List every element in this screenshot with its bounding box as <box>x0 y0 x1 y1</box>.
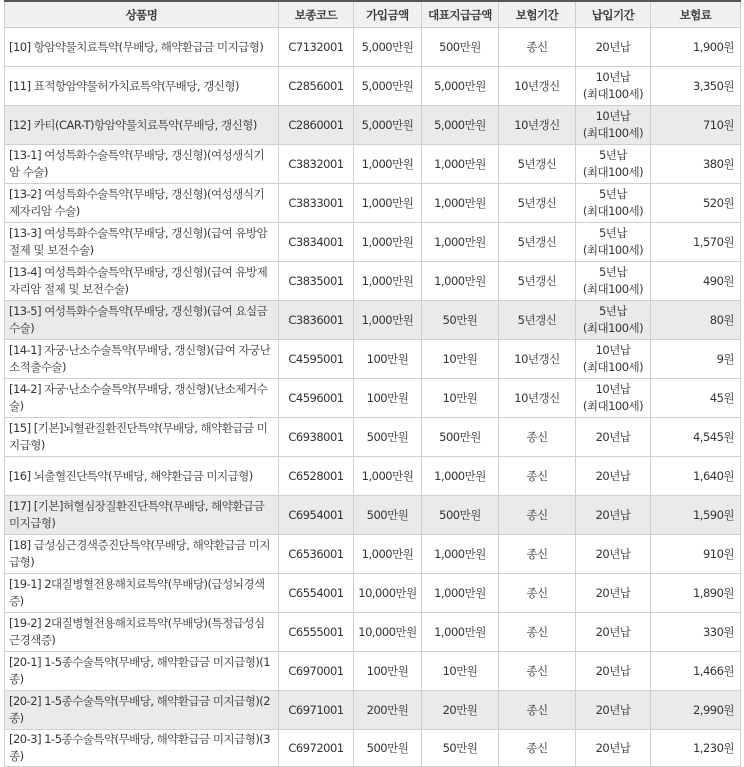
pay-period-cell <box>576 340 651 379</box>
term-cell: 종신 <box>499 496 576 535</box>
code-cell: C3832001 <box>279 145 354 184</box>
payout-cell: 500만원 <box>422 28 499 67</box>
pay-period-max-age: (최대100세) <box>582 87 644 101</box>
product-name-cell: [13-3] 여성특화수술특약(무배당, 갱신형)(급여 유방암 절제 및 보전수술) <box>5 223 279 262</box>
premium-cell: 4,545원 <box>651 418 741 457</box>
premium-cell: 490원 <box>651 262 741 301</box>
pay-period-line: 20년납 <box>595 740 631 755</box>
pay-period-line: 5년납 <box>598 304 628 318</box>
pay-period-cell <box>576 301 651 340</box>
pay-period-line: 10년납 <box>595 70 631 84</box>
product-name-cell: [17] [기본]허혈심장질환진단특약(무배당, 해약환급금 미지급형) <box>5 496 279 535</box>
code-cell: C3836001 <box>279 301 354 340</box>
pay-period-cell <box>576 457 651 496</box>
amount-cell: 5,000만원 <box>354 28 422 67</box>
amount-cell: 1,000만원 <box>354 184 422 223</box>
pay-period-line: 5년납 <box>598 226 628 240</box>
payout-cell: 1,000만원 <box>422 535 499 574</box>
term-cell: 종신 <box>499 730 576 767</box>
pay-period-cell <box>576 574 651 613</box>
payout-cell: 10만원 <box>422 652 499 691</box>
code-cell: C6954001 <box>279 496 354 535</box>
pay-period-line: 20년납 <box>595 507 631 522</box>
pay-period-cell <box>576 262 651 301</box>
code-cell: C4595001 <box>279 340 354 379</box>
pay-period-cell <box>576 730 651 767</box>
payout-cell: 1,000만원 <box>422 574 499 613</box>
header-premium: 보험료 <box>651 1 741 28</box>
pay-period-cell <box>576 535 651 574</box>
payout-cell: 20만원 <box>422 691 499 730</box>
amount-cell: 1,000만원 <box>354 223 422 262</box>
table-row <box>5 28 741 67</box>
term-cell: 10년갱신 <box>499 340 576 379</box>
payout-cell: 1,000만원 <box>422 262 499 301</box>
product-name-cell: [16] 뇌출혈진단특약(무배당, 해약환급금 미지급형) <box>5 457 279 496</box>
pay-period-max-age: (최대100세) <box>582 360 644 374</box>
pay-period-cell <box>576 106 651 145</box>
amount-cell: 500만원 <box>354 496 422 535</box>
premium-cell: 9원 <box>651 340 741 379</box>
pay-period-line: 20년납 <box>595 624 631 639</box>
pay-period-line: 20년납 <box>595 546 631 561</box>
header-pay-period: 납입기간 <box>576 1 651 28</box>
term-cell: 10년갱신 <box>499 106 576 145</box>
payout-cell: 50만원 <box>422 730 499 767</box>
amount-cell: 10,000만원 <box>354 613 422 652</box>
pay-period-cell <box>576 28 651 67</box>
pay-period-max-age: (최대100세) <box>582 165 644 179</box>
term-cell: 종신 <box>499 613 576 652</box>
pay-period-line: 5년납 <box>598 148 628 162</box>
product-name-cell: [14-2] 자궁·난소수술특약(무배당, 갱신형)(난소제거수술) <box>5 379 279 418</box>
table-row <box>5 535 741 574</box>
table-row <box>5 457 741 496</box>
code-cell: C2860001 <box>279 106 354 145</box>
table-row <box>5 496 741 535</box>
pay-period-line: 20년납 <box>595 585 631 600</box>
term-cell: 종신 <box>499 535 576 574</box>
product-name-cell: [15] [기본]뇌혈관질환진단특약(무배당, 해약환급금 미지급형) <box>5 418 279 457</box>
term-cell: 종신 <box>499 418 576 457</box>
premium-cell: 3,350원 <box>651 67 741 106</box>
code-cell: C3833001 <box>279 184 354 223</box>
pay-period-line: 10년납 <box>595 382 631 396</box>
pay-period-cell <box>576 184 651 223</box>
payout-cell: 5,000만원 <box>422 106 499 145</box>
header-code: 보종코드 <box>279 1 354 28</box>
code-cell: C6528001 <box>279 457 354 496</box>
code-cell: C6970001 <box>279 652 354 691</box>
code-cell: C2856001 <box>279 67 354 106</box>
amount-cell: 10,000만원 <box>354 574 422 613</box>
amount-cell: 500만원 <box>354 730 422 767</box>
table-row <box>5 340 741 379</box>
payout-cell: 5,000만원 <box>422 67 499 106</box>
pay-period-cell <box>576 379 651 418</box>
pay-period-line: 10년납 <box>595 343 631 357</box>
term-cell: 5년갱신 <box>499 184 576 223</box>
premium-cell: 520원 <box>651 184 741 223</box>
payout-cell: 1,000만원 <box>422 457 499 496</box>
amount-cell: 1,000만원 <box>354 262 422 301</box>
product-name-cell: [13-4] 여성특화수술특약(무배당, 갱신형)(급여 유방제자리암 절제 및 보전수술) <box>5 262 279 301</box>
amount-cell: 1,000만원 <box>354 457 422 496</box>
code-cell: C3834001 <box>279 223 354 262</box>
payout-cell: 10만원 <box>422 379 499 418</box>
product-name-cell: [14-1] 자궁·난소수술특약(무배당, 갱신형)(급여 자궁난소적출수술) <box>5 340 279 379</box>
code-cell: C6536001 <box>279 535 354 574</box>
term-cell: 5년갱신 <box>499 262 576 301</box>
table-body <box>5 28 741 767</box>
term-cell: 종신 <box>499 574 576 613</box>
amount-cell: 1,000만원 <box>354 301 422 340</box>
product-name-cell: [18] 급성심근경색증진단특약(무배당, 해약환급금 미지급형) <box>5 535 279 574</box>
product-name-cell: [13-2] 여성특화수술특약(무배당, 갱신형)(여성생식기 제자리암 수술) <box>5 184 279 223</box>
premium-cell: 910원 <box>651 535 741 574</box>
product-name-cell: [20-3] 1-5종수술특약(무배당, 해약환급금 미지급형)(3종) <box>5 730 279 767</box>
amount-cell: 1,000만원 <box>354 145 422 184</box>
premium-cell: 1,590원 <box>651 496 741 535</box>
code-cell: C7132001 <box>279 28 354 67</box>
pay-period-line: 5년납 <box>598 187 628 201</box>
product-name-cell: [20-1] 1-5종수술특약(무배당, 해약환급금 미지급형)(1종) <box>5 652 279 691</box>
table-row <box>5 106 741 145</box>
premium-cell: 1,570원 <box>651 223 741 262</box>
pay-period-max-age: (최대100세) <box>582 399 644 413</box>
pay-period-cell <box>576 418 651 457</box>
premium-cell: 45원 <box>651 379 741 418</box>
pay-period-line: 20년납 <box>595 39 631 54</box>
code-cell: C6554001 <box>279 574 354 613</box>
product-name-cell: [20-2] 1-5종수술특약(무배당, 해약환급금 미지급형)(2종) <box>5 691 279 730</box>
pay-period-cell <box>576 496 651 535</box>
premium-cell: 80원 <box>651 301 741 340</box>
pay-period-line: 5년납 <box>598 265 628 279</box>
table-row <box>5 652 741 691</box>
table-row <box>5 184 741 223</box>
payout-cell: 500만원 <box>422 496 499 535</box>
payout-cell: 10만원 <box>422 340 499 379</box>
term-cell: 10년갱신 <box>499 67 576 106</box>
pay-period-max-age: (최대100세) <box>582 126 644 140</box>
table-row <box>5 262 741 301</box>
header-payout: 대표지급금액 <box>422 1 499 28</box>
term-cell: 종신 <box>499 652 576 691</box>
product-name-cell: [11] 표적항암약물허가치료특약(무배당, 갱신형) <box>5 67 279 106</box>
payout-cell: 50만원 <box>422 301 499 340</box>
pay-period-line: 20년납 <box>595 663 631 678</box>
code-cell: C6938001 <box>279 418 354 457</box>
table-row <box>5 574 741 613</box>
term-cell: 10년갱신 <box>499 379 576 418</box>
table-row <box>5 730 741 767</box>
term-cell: 종신 <box>499 457 576 496</box>
product-name-cell: [13-1] 여성특화수술특약(무배당, 갱신형)(여성생식기암 수술) <box>5 145 279 184</box>
pay-period-line: 20년납 <box>595 429 631 444</box>
table-row <box>5 301 741 340</box>
table-row <box>5 418 741 457</box>
term-cell: 종신 <box>499 28 576 67</box>
term-cell: 5년갱신 <box>499 301 576 340</box>
pay-period-cell <box>576 691 651 730</box>
premium-cell: 710원 <box>651 106 741 145</box>
premium-cell: 2,990원 <box>651 691 741 730</box>
pay-period-max-age: (최대100세) <box>582 204 644 218</box>
payout-cell: 500만원 <box>422 418 499 457</box>
product-name-cell: [13-5] 여성특화수술특약(무배당, 갱신형)(급여 요실금 수술) <box>5 301 279 340</box>
pay-period-max-age: (최대100세) <box>582 321 644 335</box>
payout-cell: 1,000만원 <box>422 145 499 184</box>
pay-period-cell <box>576 613 651 652</box>
payout-cell: 1,000만원 <box>422 223 499 262</box>
code-cell: C3835001 <box>279 262 354 301</box>
premium-cell: 1,466원 <box>651 652 741 691</box>
pay-period-cell <box>576 223 651 262</box>
table-row <box>5 67 741 106</box>
amount-cell: 100만원 <box>354 379 422 418</box>
product-name-cell: [19-2] 2대질병혈전용해치료특약(무배당)(특정급성심근경색증) <box>5 613 279 652</box>
pay-period-cell <box>576 145 651 184</box>
amount-cell: 1,000만원 <box>354 535 422 574</box>
payout-cell: 1,000만원 <box>422 184 499 223</box>
premium-cell: 1,230원 <box>651 730 741 767</box>
amount-cell: 500만원 <box>354 418 422 457</box>
amount-cell: 100만원 <box>354 340 422 379</box>
product-name-cell: [19-1] 2대질병혈전용해치료특약(무배당)(급성뇌경색증) <box>5 574 279 613</box>
code-cell: C6971001 <box>279 691 354 730</box>
code-cell: C6972001 <box>279 730 354 767</box>
table-row <box>5 613 741 652</box>
table-header-row <box>5 1 741 28</box>
premium-table <box>4 0 741 767</box>
pay-period-cell <box>576 67 651 106</box>
term-cell: 종신 <box>499 691 576 730</box>
pay-period-line: 20년납 <box>595 702 631 717</box>
pay-period-max-age: (최대100세) <box>582 243 644 257</box>
premium-cell: 1,640원 <box>651 457 741 496</box>
payout-cell: 1,000만원 <box>422 613 499 652</box>
header-amount: 가입금액 <box>354 1 422 28</box>
code-cell: C4596001 <box>279 379 354 418</box>
amount-cell: 5,000만원 <box>354 67 422 106</box>
table-row <box>5 691 741 730</box>
amount-cell: 5,000만원 <box>354 106 422 145</box>
header-term: 보험기간 <box>499 1 576 28</box>
amount-cell: 100만원 <box>354 652 422 691</box>
pay-period-line: 20년납 <box>595 468 631 483</box>
table-row <box>5 223 741 262</box>
product-name-cell: [12] 카티(CAR-T)항암약물치료특약(무배당, 갱신형) <box>5 106 279 145</box>
header-product-name: 상품명 <box>5 1 279 28</box>
premium-cell: 1,890원 <box>651 574 741 613</box>
pay-period-cell <box>576 652 651 691</box>
table-row <box>5 145 741 184</box>
code-cell: C6555001 <box>279 613 354 652</box>
term-cell: 5년갱신 <box>499 223 576 262</box>
pay-period-line: 10년납 <box>595 109 631 123</box>
product-name-cell: [10] 항암약물치료특약(무배당, 해약환급금 미지급형) <box>5 28 279 67</box>
pay-period-max-age: (최대100세) <box>582 282 644 296</box>
table-row <box>5 379 741 418</box>
premium-cell: 380원 <box>651 145 741 184</box>
premium-cell: 330원 <box>651 613 741 652</box>
amount-cell: 200만원 <box>354 691 422 730</box>
premium-cell: 1,900원 <box>651 28 741 67</box>
term-cell: 5년갱신 <box>499 145 576 184</box>
